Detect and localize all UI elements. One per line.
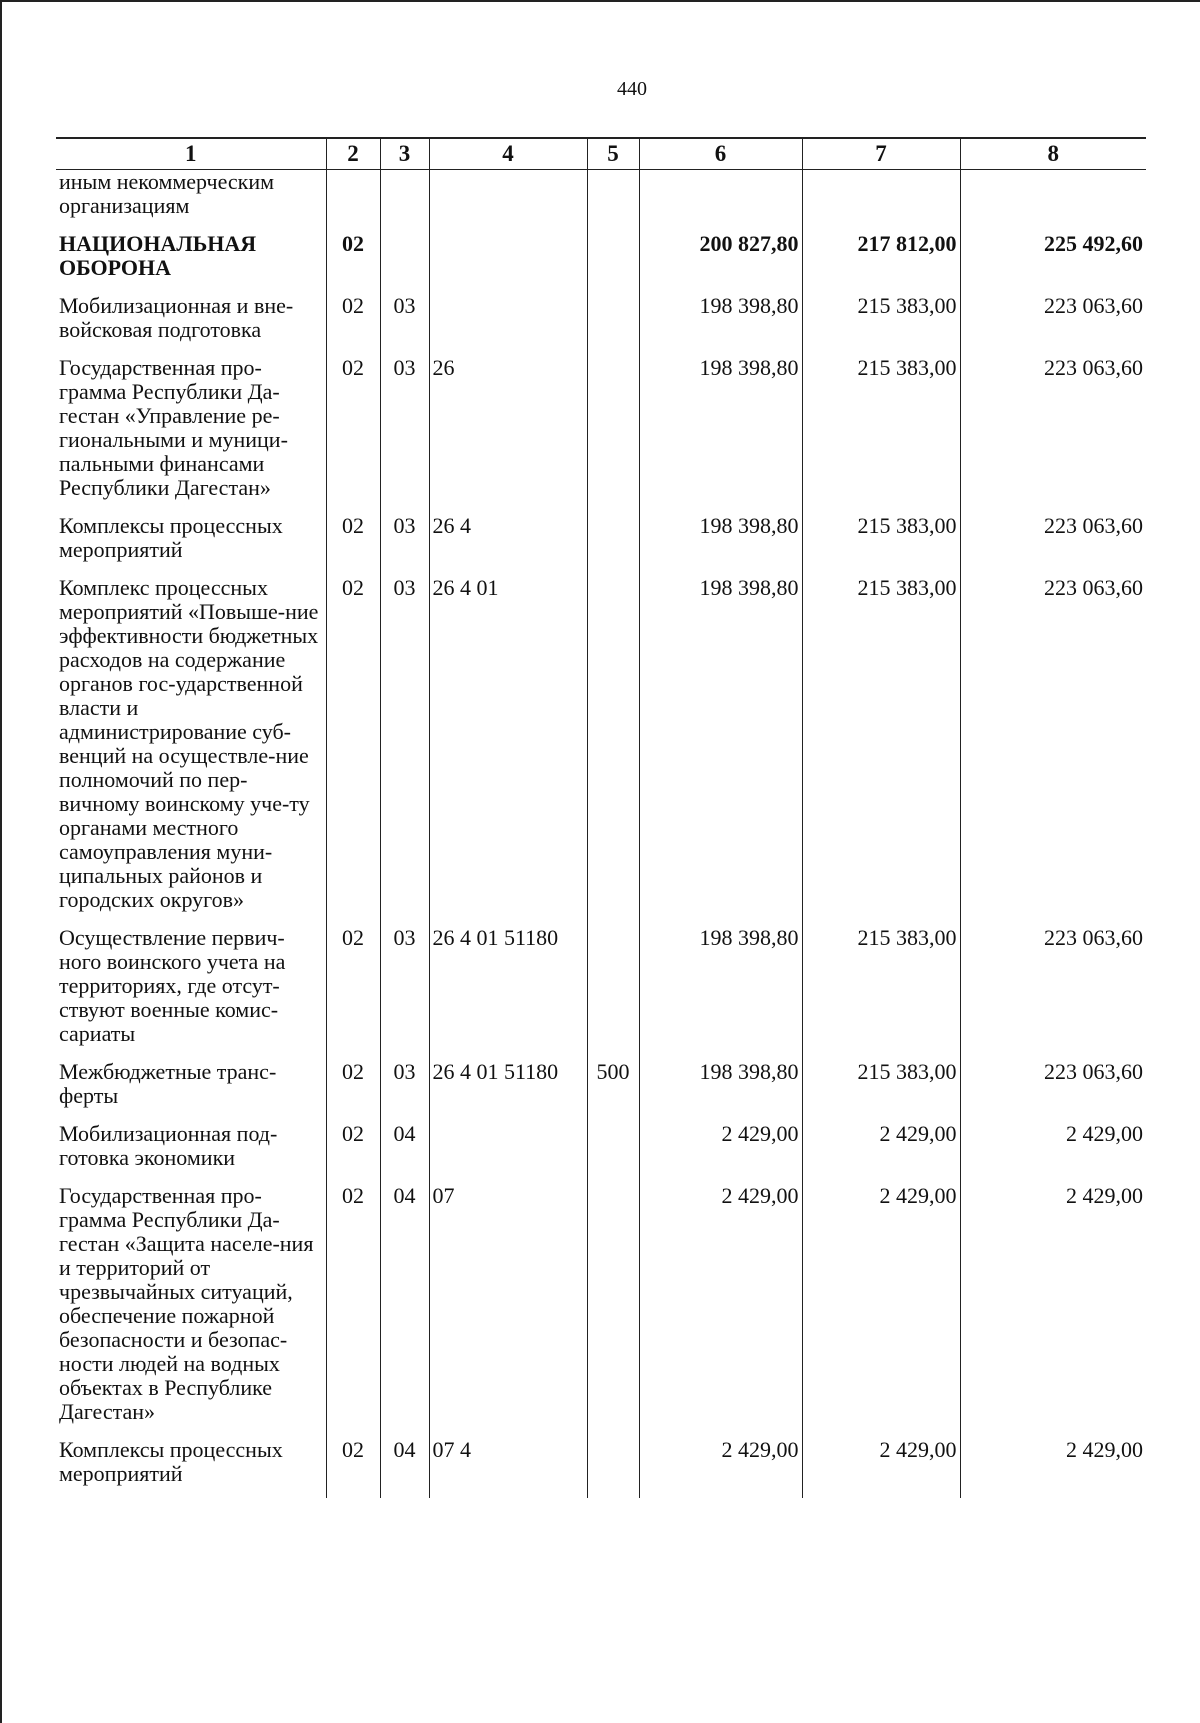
table-row [56,926,1146,1060]
row-name-cell: Межбюджетные транс-ферты [59,1059,277,1108]
row-name-cell: Мобилизационная под-готовка экономики [59,1121,278,1170]
table-row [56,170,1146,233]
budget-table [56,137,1146,1498]
target-article-cell: 26 4 [429,514,587,576]
amount-year-3-cell: 225 492,60 [960,232,1146,294]
amount-year-3-cell [960,170,1146,233]
table-row [56,232,1146,294]
amount-year-3-cell: 2 429,00 [960,1184,1146,1438]
subsection-code-cell: 03 [380,926,429,1060]
expense-type-cell [587,926,639,1060]
row-name-cell: Осуществление первич-ного воинского учета на территориях, где отсут-ствуют военные комис-сариаты [59,925,286,1046]
amount-year-1-cell: 198 398,80 [639,576,802,926]
table-row [56,1184,1146,1438]
amount-year-2-cell: 215 383,00 [802,294,960,356]
table-row [56,1060,1146,1122]
column-header-4: 4 [429,138,587,170]
amount-year-3-cell: 223 063,60 [960,294,1146,356]
amount-year-2-cell: 2 429,00 [802,1438,960,1498]
target-article-cell: 07 4 [429,1438,587,1498]
expense-type-cell [587,1438,639,1498]
row-name-cell: НАЦИОНАЛЬНАЯ ОБОРОНА [59,231,257,280]
amount-year-3-cell: 2 429,00 [960,1438,1146,1498]
section-code-cell: 02 [326,232,380,294]
page-top-border [0,0,1200,2]
subsection-code-cell: 04 [380,1184,429,1438]
column-header-7: 7 [802,138,960,170]
subsection-code-cell: 03 [380,356,429,514]
expense-type-cell [587,576,639,926]
section-code-cell: 02 [326,576,380,926]
header-row [56,138,1146,170]
page-left-border [0,0,2,1723]
row-name-cell: иным некоммерческим организациям [59,169,275,218]
expense-type-cell [587,294,639,356]
table-row [56,576,1146,926]
table-row [56,1122,1146,1184]
amount-year-1-cell: 200 827,80 [639,232,802,294]
amount-year-1-cell: 2 429,00 [639,1438,802,1498]
target-article-cell: 26 4 01 [429,576,587,926]
amount-year-3-cell: 223 063,60 [960,1060,1146,1122]
amount-year-3-cell: 223 063,60 [960,356,1146,514]
row-name-cell: Государственная про-грамма Республики Да-гестан «Защита населе-ния и территорий от чрезвычайных ситуаций, обеспечение пожарной безопасности и безопас-ности людей на водных объектах в Республике Дагестан» [59,1183,314,1424]
expense-type-cell [587,1184,639,1438]
amount-year-2-cell: 215 383,00 [802,1060,960,1122]
amount-year-1-cell: 2 429,00 [639,1184,802,1438]
subsection-code-cell: 04 [380,1122,429,1184]
subsection-code-cell: 04 [380,1438,429,1498]
table-row [56,514,1146,576]
subsection-code-cell: 03 [380,514,429,576]
amount-year-1-cell: 198 398,80 [639,356,802,514]
expense-type-cell [587,356,639,514]
section-code-cell: 02 [326,294,380,356]
row-name-cell: Комплексы процессных мероприятий [59,513,283,562]
subsection-code-cell [380,170,429,233]
column-header-6: 6 [639,138,802,170]
section-code-cell: 02 [326,356,380,514]
amount-year-1-cell: 198 398,80 [639,294,802,356]
row-name-cell: Комплекс процессных мероприятий «Повыше-ние эффективности бюджетных расходов на содержание органов гос-ударственной власти и администрирование суб-венций на осуществле-ние полномочий по пер-вичному воинскому уче-ту органами местного самоуправления муни-ципальных районов и городских округов» [59,575,319,912]
amount-year-3-cell: 223 063,60 [960,926,1146,1060]
column-header-1: 1 [56,138,326,170]
column-header-5: 5 [587,138,639,170]
amount-year-1-cell: 198 398,80 [639,926,802,1060]
subsection-code-cell: 03 [380,576,429,926]
column-header-2: 2 [326,138,380,170]
table-row [56,1438,1146,1498]
page-number: 440 [617,78,647,100]
expense-type-cell: 500 [587,1060,639,1122]
section-code-cell [326,170,380,233]
amount-year-1-cell: 198 398,80 [639,514,802,576]
target-article-cell [429,1122,587,1184]
target-article-cell: 07 [429,1184,587,1438]
row-name-cell: Мобилизационная и вне-войсковая подготовка [59,293,294,342]
section-code-cell: 02 [326,514,380,576]
amount-year-2-cell: 215 383,00 [802,356,960,514]
amount-year-3-cell: 223 063,60 [960,576,1146,926]
table-row [56,294,1146,356]
table-row [56,356,1146,514]
amount-year-2-cell: 215 383,00 [802,926,960,1060]
target-article-cell: 26 4 01 51180 [429,926,587,1060]
amount-year-2-cell: 2 429,00 [802,1122,960,1184]
target-article-cell: 26 4 01 51180 [429,1060,587,1122]
amount-year-2-cell: 2 429,00 [802,1184,960,1438]
section-code-cell: 02 [326,1184,380,1438]
expense-type-cell [587,514,639,576]
row-name-cell: Государственная про-грамма Республики Да-гестан «Управление ре-гиональными и муници-пальными финансами Республики Дагестан» [59,355,288,500]
target-article-cell [429,170,587,233]
amount-year-3-cell: 223 063,60 [960,514,1146,576]
subsection-code-cell [380,232,429,294]
section-code-cell: 02 [326,1438,380,1498]
amount-year-2-cell: 215 383,00 [802,514,960,576]
expense-type-cell [587,170,639,233]
row-name-cell: Комплексы процессных мероприятий [59,1437,283,1486]
section-code-cell: 02 [326,926,380,1060]
subsection-code-cell: 03 [380,1060,429,1122]
amount-year-1-cell [639,170,802,233]
target-article-cell: 26 [429,356,587,514]
column-header-8: 8 [960,138,1146,170]
subsection-code-cell: 03 [380,294,429,356]
expense-type-cell [587,232,639,294]
amount-year-2-cell: 217 812,00 [802,232,960,294]
amount-year-1-cell: 2 429,00 [639,1122,802,1184]
amount-year-3-cell: 2 429,00 [960,1122,1146,1184]
section-code-cell: 02 [326,1060,380,1122]
section-code-cell: 02 [326,1122,380,1184]
amount-year-1-cell: 198 398,80 [639,1060,802,1122]
amount-year-2-cell: 215 383,00 [802,576,960,926]
expense-type-cell [587,1122,639,1184]
amount-year-2-cell [802,170,960,233]
target-article-cell [429,294,587,356]
target-article-cell [429,232,587,294]
column-header-3: 3 [380,138,429,170]
